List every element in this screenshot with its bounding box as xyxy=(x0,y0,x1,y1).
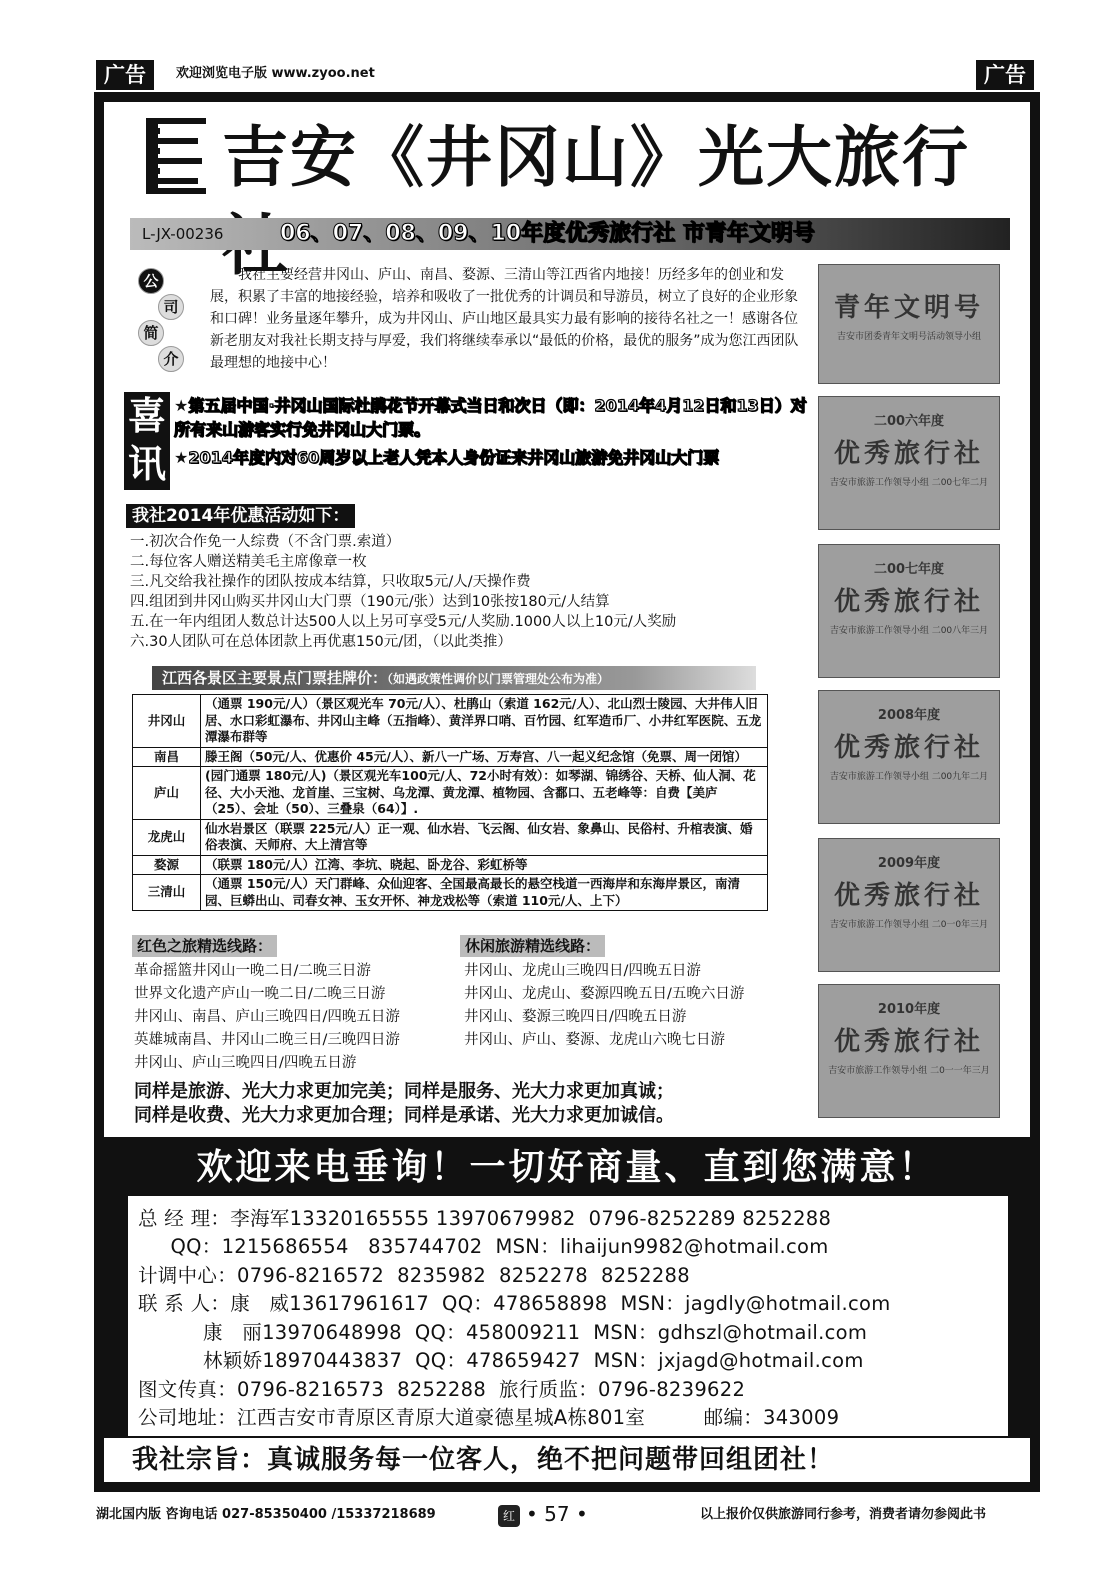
red-badge-icon: 红 xyxy=(498,1505,520,1527)
certificate-issuer: 吉安市团委青年文明号活动领导小组 xyxy=(836,332,981,342)
slogan-line-1: 同样是旅游、光大力求更加完美；同样是服务、光大力求更加真诚； xyxy=(134,1081,674,1102)
promo-item: 二.每位客人赠送精美毛主席像章一枚 xyxy=(130,554,367,570)
news-item-2-text: 2014年度内对60周岁以上老人凭本人身份证来井冈山旅游免井冈山大门票 xyxy=(188,448,720,467)
table-row xyxy=(133,767,768,820)
news-item-1 xyxy=(174,394,820,442)
red-route-title: 红色之旅精选线路： xyxy=(132,935,277,957)
agency-logo-icon xyxy=(146,118,206,198)
company-motto: 我社宗旨：真诚服务每一位客人，绝不把问题带回组团社！ xyxy=(132,1445,835,1475)
contact-manager: 总 经 理：李海军13320165555 13970679982 0796-8252289 8252288 xyxy=(138,1207,832,1230)
list-item: 井冈山、庐山三晚四日/四晚五日游 xyxy=(134,1055,357,1071)
table-cell-area: 南昌 xyxy=(133,747,201,767)
price-table-title xyxy=(152,666,756,690)
agency-title: 吉安《井冈山》光大旅行 xyxy=(222,119,970,196)
list-item: 世界文化遗产庐山一晚二日/二晚三日游 xyxy=(134,986,386,1002)
table-cell-detail: （通票 150元/人）天门群峰、众仙迎客、全国最高最长的悬空栈道一西海岸和东海岸景区，南清园、巨蟒出山、司春女神、玉女开怀、神龙戏松等（索道 110元/人、上下） xyxy=(201,875,768,911)
footer-edition: 湖北国内版 咨询电话 027-85350400 /15337218689 xyxy=(96,1507,436,1522)
list-item: 井冈山、婺源三晚四日/四晚五日游 xyxy=(464,1009,687,1025)
table-cell-detail: （联票 180元/人）江湾、李坑、晓起、卧龙谷、彩虹桥等 xyxy=(201,855,768,875)
red-route-list xyxy=(134,960,400,1075)
contact-person-3: 林颖娇18970443837 QQ：478659427 MSN：jxjagd@hotmail.com xyxy=(138,1349,864,1372)
price-note: （如遇政策性调价以门票管理处公布为准） xyxy=(387,672,610,686)
certificate-2009 xyxy=(818,838,1000,972)
table-cell-area: 龙虎山 xyxy=(133,819,201,855)
table-row xyxy=(133,875,768,911)
good-news-char-2: 讯 xyxy=(127,442,166,486)
contact-person-1: 联 系 人：康 威13617961617 QQ：478658898 MSN：jagdly@hotmail.com xyxy=(138,1292,891,1315)
leisure-route-title: 休闲旅游精选线路： xyxy=(460,935,605,957)
promo-item: 三.凡交给我社操作的团队按成本结算，只收取5元/人/天操作费 xyxy=(130,574,531,590)
contact-manager-qq: QQ：1215686554 835744702 MSN：lihaijun9982@hotmail.com xyxy=(138,1235,829,1258)
ad-tag-right: 广告 xyxy=(976,60,1034,90)
certificate-issuer: 吉安市旅游工作领导小组 二00八年三月 xyxy=(829,626,989,636)
table-cell-detail: （通票 190元/人）（景区观光车 70元/人）、杜鹃山（索道 162元/人）、北山烈士陵园、大井伟人旧居、水口彩虹瀑布、井冈山主峰（五指峰）、黄洋界口哨、百竹园、红军造币厂、小井红军医院、五龙潭瀑布群等 xyxy=(201,695,768,748)
ticket-price-table xyxy=(132,694,768,911)
table-cell-area: 婺源 xyxy=(133,855,201,875)
promo-title: 我社2014年优惠活动如下： xyxy=(126,504,355,528)
certificate-year: 2008年度 xyxy=(877,708,941,723)
news-item-1-text: 第五届中国·井冈山国际杜鹃花节开幕式当日和次日（即：2014年4月12日和13日）对所有来山游客实行免井冈山大门票。 xyxy=(174,396,807,439)
certificate-title: 优秀旅行社 xyxy=(833,733,984,763)
price-title-text: 江西各景区主要景点门票挂牌价： xyxy=(162,669,388,687)
certificate-title: 优秀旅行社 xyxy=(833,439,984,469)
certificate-2008 xyxy=(818,690,1000,824)
list-item: 井冈山、南昌、庐山三晚四日/四晚五日游 xyxy=(134,1009,400,1025)
certificate-year: 2009年度 xyxy=(877,856,941,871)
slogan-line-2: 同样是收费、光大力求更加合理；同样是承诺、光大力求更加诚信。 xyxy=(134,1105,674,1126)
honor-text: 06、07、08、09、10年度优秀旅行社 市青年文明号 xyxy=(280,221,815,246)
certificate-2007 xyxy=(818,544,1000,678)
list-item: 井冈山、龙虎山、婺源四晚五日/五晚六日游 xyxy=(464,986,745,1002)
table-row xyxy=(133,819,768,855)
table-row xyxy=(133,695,768,748)
motto-panel xyxy=(104,1438,1030,1482)
certificate-title: 优秀旅行社 xyxy=(833,881,984,911)
ad-tag-left: 广告 xyxy=(96,60,154,90)
license-number: L-JX-00236 xyxy=(142,225,224,243)
list-item: 井冈山、庐山、婺源、龙虎山六晚七日游 xyxy=(464,1032,725,1048)
list-item: 革命摇篮井冈山一晚二日/二晚三日游 xyxy=(134,963,371,979)
certificate-issuer: 吉安市旅游工作领导小组 二00九年二月 xyxy=(829,772,989,782)
intro-label-3: 简 xyxy=(138,320,164,346)
certificate-youth xyxy=(818,264,1000,384)
star-icon: ★ xyxy=(174,448,189,467)
certificate-year: 二00六年度 xyxy=(873,414,945,429)
service-slogan xyxy=(134,1080,674,1128)
table-cell-detail: 仙水岩景区（联票 225元/人）正一观、仙水岩、飞云阁、仙女岩、象鼻山、民俗村、升棺表演、婚俗表演、天师府、大上清宫等 xyxy=(201,819,768,855)
intro-label-4: 介 xyxy=(158,346,184,372)
promo-list xyxy=(130,532,810,652)
page-number-text: • 57 • xyxy=(526,1502,588,1526)
news-item-2 xyxy=(174,446,820,470)
table-cell-area: 三清山 xyxy=(133,875,201,911)
certificate-2006 xyxy=(818,396,1000,530)
contact-person-2: 康 丽13970648998 QQ：458009211 MSN：gdhszl@hotmail.com xyxy=(138,1321,868,1344)
certificate-year: 二00七年度 xyxy=(873,562,945,577)
table-row xyxy=(133,855,768,875)
certificate-issuer: 吉安市旅游工作领导小组 二00七年二月 xyxy=(829,478,989,488)
certificate-issuer: 吉安市旅游工作领导小组 二0一一年三月 xyxy=(828,1066,990,1076)
table-cell-area: 井冈山 xyxy=(133,695,201,748)
intro-label-2: 司 xyxy=(158,294,184,320)
certificate-issuer: 吉安市旅游工作领导小组 二0一0年三月 xyxy=(829,920,989,930)
table-row xyxy=(133,747,768,767)
good-news-label xyxy=(124,392,170,490)
contact-fax: 图文传真：0796-8216573 8252288 旅行质监：0796-8239622 xyxy=(138,1378,746,1401)
list-item: 井冈山、龙虎山三晚四日/四晚五日游 xyxy=(464,963,701,979)
page-number xyxy=(498,1500,588,1528)
certificate-title: 优秀旅行社 xyxy=(833,587,984,617)
site-banner[interactable]: 欢迎浏览电子版 www.zyoo.net xyxy=(176,66,375,81)
promo-item: 六.30人团队可在总体团款上再优惠150元/团，（以此类推） xyxy=(130,634,512,650)
company-intro: 我社主要经营井冈山、庐山、南昌、婺源、三清山等江西省内地接！历经多年的创业和发展，积累了丰富的地接经验，培养和吸收了一批优秀的计调员和导游员，树立了良好的企业形象和口碑！业务量逐年攀升，成为井冈山、庐山地区最具实力最有影响的接待名社之一！感谢各位新老朋友对我社长期支持与厚爱，我们将继续奉承以“最低的价格，最优的服务”成为您江西团队最理想的地接中心！ xyxy=(210,267,799,371)
contact-planning: 计调中心：0796-8216572 8235982 8252278 8252288 xyxy=(138,1264,690,1287)
contact-address: 公司地址：江西吉安市青原区青原大道豪德星城A栋801室 邮编：343009 xyxy=(138,1406,840,1429)
certificate-title: 青年文明号 xyxy=(833,293,984,323)
leisure-route-list xyxy=(464,960,744,1052)
certificate-2010 xyxy=(818,984,1000,1118)
table-cell-detail: 滕王阁（50元/人、优惠价 45元/人）、新八一广场、万寿宫、八一起义纪念馆（免票、周一闭馆） xyxy=(201,747,768,767)
promo-item: 五.在一年内组团人数总计达500人以上另可享受5元/人奖励.1000人以上10元/人奖励 xyxy=(130,614,677,630)
certificate-title: 优秀旅行社 xyxy=(833,1027,984,1057)
welcome-banner: 欢迎来电垂询！一切好商量、直到您满意！ xyxy=(196,1147,938,1188)
star-icon: ★ xyxy=(174,396,189,415)
list-item: 英雄城南昌、井冈山二晚三日/三晚四日游 xyxy=(134,1032,400,1048)
table-cell-detail: (园门通票 180元/人)（景区观光车100元/人、72小时有效）：如琴湖、锦绣谷、天桥、仙人洞、花径、大小天池、龙首崖、三宝树、乌龙潭、黄龙潭、植物园、含鄱口、五老峰等：自费【美庐（25）、会址（50）、三叠泉（64）】. xyxy=(201,767,768,820)
promo-item: 四.组团到井冈山购买井冈山大门票（190元/张）达到10张按180元/人结算 xyxy=(130,594,610,610)
promo-item: 一.初次合作免一人综费（不含门票.索道） xyxy=(130,534,401,550)
footer-disclaimer: 以上报价仅供旅游同行参考，消费者请勿参阅此书 xyxy=(700,1507,987,1522)
intro-label-1: 公 xyxy=(138,268,164,294)
certificate-year: 2010年度 xyxy=(877,1002,941,1017)
table-cell-area: 庐山 xyxy=(133,767,201,820)
good-news-char-1: 喜 xyxy=(127,394,166,438)
